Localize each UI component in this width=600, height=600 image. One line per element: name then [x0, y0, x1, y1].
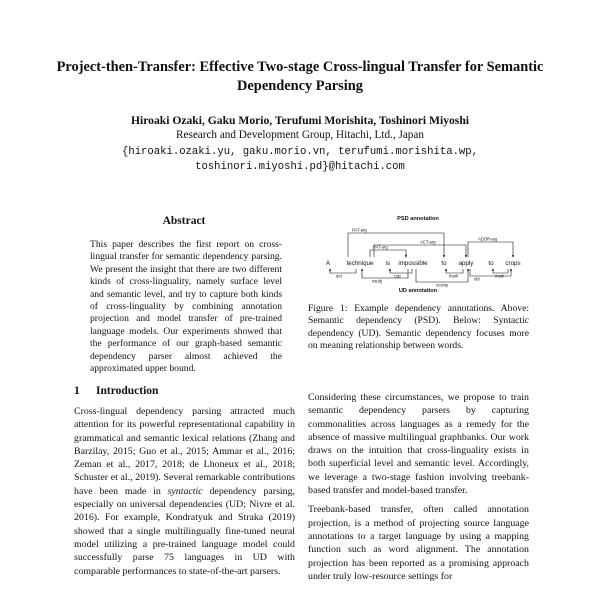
- ud-label: obl: [474, 276, 480, 282]
- ud-arc: [390, 269, 412, 273]
- ud-arc: [330, 269, 356, 273]
- section-number: 1: [74, 385, 80, 397]
- ud-label: mark: [495, 273, 505, 279]
- figure-word: to: [441, 260, 447, 267]
- psd-title: PSD annotation: [397, 216, 439, 222]
- figure-word: apply: [458, 260, 474, 267]
- figure-word: crops: [505, 260, 521, 267]
- ud-label: xcomp: [436, 282, 449, 288]
- ud-arc: [416, 269, 468, 282]
- psd-arc: [370, 250, 406, 257]
- abstract-text: This paper describes the first report on cross-lingual transfer for semantic dependency parsing. We present the insight that there are two different kinds of cross-linguality, namely surface level and semantic level, and try to capture both kinds of cross-linguality by combining annotation projection and model transfer of pre-trained language models. Our experiments showed that the performance of our graph-based semantic dependency parser almost achieved the approximated upper bound.: [90, 239, 282, 375]
- ud-label: nsubj: [372, 278, 383, 284]
- dependency-diagram: [308, 212, 529, 292]
- intro-text-part2: dependency parsing, especially on universal dependencies (UD; Nivre et al. 2016). For example, Kondratyuk and Straka (2019) showed that a single multilingually fine-tuned neural model utilizing a pre-trained language model could successfully parse 75 languages in UD with comparable performances to state-of-the-art parsers.: [74, 485, 295, 577]
- figure-word: to: [488, 260, 494, 267]
- author-emails: [60, 145, 540, 175]
- intro-left-column: [74, 405, 295, 578]
- intro-right-column: [308, 391, 529, 583]
- intro-paragraph: [74, 405, 295, 578]
- ud-arc: [446, 269, 463, 273]
- ud-title: UD annotation: [398, 288, 438, 292]
- ud-arc: [493, 269, 508, 273]
- section-heading-introduction: [74, 385, 294, 397]
- emails-line-2: toshinori.miyoshi.pd}@hitachi.com: [195, 161, 405, 173]
- affiliation: Research and Development Group, Hitachi, Ltd., Japan: [176, 129, 424, 141]
- psd-label: ACT-arg: [420, 239, 436, 245]
- psd-label: ADDR-arg: [478, 236, 498, 242]
- psd-arc: [374, 245, 466, 257]
- intro-emphasis: syntactic: [167, 485, 203, 497]
- psd-label: PAT-arg: [373, 244, 388, 250]
- psd-label: PAT-arg: [352, 227, 367, 233]
- figure-word: technique: [346, 260, 374, 267]
- abstract-heading: Abstract: [162, 215, 206, 227]
- figure-caption: Figure 1: Example dependency annotations. Above: Semantic dependency (PSD). Below: Syntactic dependency (UD). Semantic dependency focuses more on meaning relationship between words.: [308, 303, 529, 352]
- ud-label: cop: [394, 273, 401, 279]
- intro-text-part1: Cross-lingual dependency parsing attracted much attention for its powerful representational capability in grammatical and semantic lexical relations (Zhang and Barzilay, 2015; Guo et al., 2015; Ammar et al., 2016; Zeman et al., 2017, 2018; de Lhoneux et al., 2018; Schuster et al., 2019). Several remarkable contributions have been made in: [74, 406, 295, 497]
- author-list: Hiroaki Ozaki, Gaku Morio, Terufumi Morishita, Toshinori Miyoshi: [131, 114, 469, 127]
- figure-word: is: [385, 260, 391, 267]
- figure-dependency-annotations: [308, 212, 529, 292]
- ud-arc: [470, 269, 511, 276]
- section-title: Introduction: [96, 385, 159, 397]
- paper-title: Project-then-Transfer: Effective Two-stage Cross-lingual Transfer for Semantic Dependency Parsing: [56, 59, 544, 94]
- ud-label: mark: [449, 273, 459, 279]
- figure-word: impossible: [398, 260, 428, 267]
- emails-line-1: {hiroaki.ozaki.yu, gaku.morio.vn, terufumi.morishita.wp,: [121, 146, 478, 158]
- ud-arc: [362, 269, 408, 278]
- ud-label: det: [336, 273, 342, 279]
- figure-word: A: [325, 260, 331, 267]
- psd-arc: [468, 242, 513, 257]
- intro-right-paragraph-2: Treebank-based transfer, often called annotation projection, is a method of projecting source language annotations to a target language by using a mapping function such as word alignment. The annotation projection has been reported as a promising approach under truly low-resource settings for: [308, 504, 529, 582]
- intro-right-paragraph-1: Considering these circumstances, we propose to train semantic dependency parsers by capturing commonalities across languages as a remedy for the absence of massive multilingual graphbanks. Our work draws on the intuition that cross-linguality exists in both superficial level and semantic level. Accordingly, we leverage a two-stage fashion involving treebank-based transfer and model-based transfer.: [308, 392, 529, 497]
